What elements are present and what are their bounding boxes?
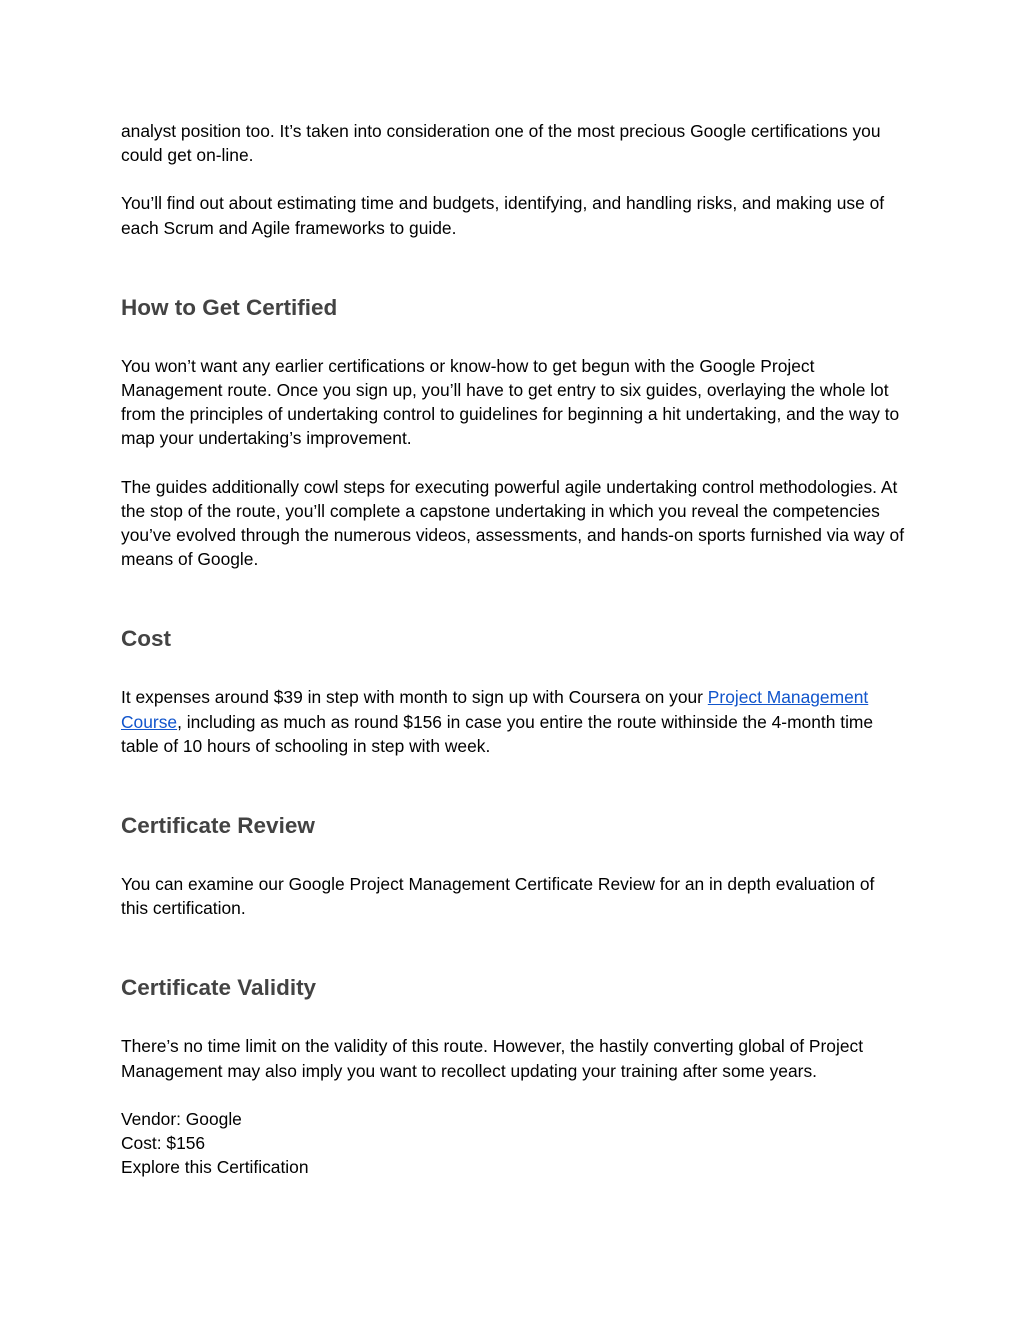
- cost-paragraph: [121, 685, 906, 758]
- review-paragraph: You can examine our Google Project Management Certificate Review for an in depth evaluation of this certification.: [121, 874, 875, 919]
- how-to-get-certified-heading: How to Get Certified: [121, 294, 338, 320]
- cost-line: Cost: $156: [121, 1133, 206, 1154]
- project-management-course-link[interactable]: Project Management Course: [121, 687, 869, 732]
- validity-paragraph: There’s no time limit on the validity of this route. However, the hastily converting global of Project Management may also imply you want to recollect updating your training after some years.: [121, 1036, 864, 1081]
- cost-heading: Cost: [121, 626, 171, 652]
- explore-line: Explore this Certification: [121, 1157, 309, 1178]
- vendor-line: Vendor: Google: [121, 1108, 242, 1129]
- document-page: [121, 119, 906, 1179]
- cost-text-before: It expenses around $39 in step with month to sign up with Coursera on your: [121, 687, 708, 708]
- intro-paragraph-1: analyst position too. It’s taken into consideration one of the most precious Google certifications you could get on-line.: [121, 121, 881, 166]
- certificate-review-heading: Certificate Review: [121, 813, 315, 839]
- how-to-paragraph-1: You won’t want any earlier certifications or know-how to get begun with the Google Project Management route. Once you sign up, you’ll have to get entry to six guides, overlaying the whole lot from the principles of undertaking control to guidelines for beginning a hit undertaking, and the way to map your undertaking’s improvement.: [121, 355, 900, 449]
- how-to-paragraph-2: The guides additionally cowl steps for executing powerful agile undertaking control methodologies. At the stop of the route, you’ll complete a capstone undertaking in which you reveal the competencies you’ve evolved through the numerous videos, assessments, and hands-on sports furnished via way of means of Google.: [121, 476, 905, 570]
- certificate-validity-heading: Certificate Validity: [121, 975, 317, 1001]
- cost-text-after: , including as much as round $156 in case you entire the route withinside the 4-month time table of 10 hours of schooling in step with week.: [121, 711, 874, 756]
- intro-paragraph-2: You’ll find out about estimating time and budgets, identifying, and handling risks, and making use of each Scrum and Agile frameworks to guide.: [121, 193, 885, 238]
